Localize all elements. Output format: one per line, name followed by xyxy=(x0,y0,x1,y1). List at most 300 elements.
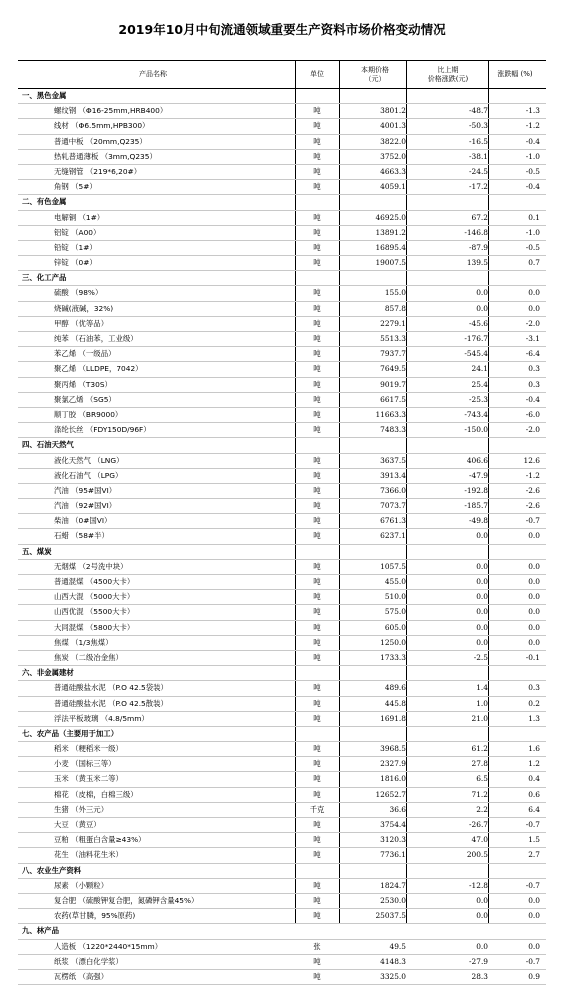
cell-diff: -49.8 xyxy=(469,516,488,526)
cell-pct: -0.4 xyxy=(525,394,540,404)
category-row xyxy=(18,864,546,879)
cell-unit: 吨 xyxy=(313,820,321,829)
table-row xyxy=(18,833,546,848)
cell-pct: 6.4 xyxy=(528,804,540,814)
table-row xyxy=(18,302,546,317)
cell-price: 6237.1 xyxy=(380,531,406,541)
cell-pct: -1.0 xyxy=(525,227,540,237)
cell-diff: -17.2 xyxy=(469,182,488,192)
cell-unit: 吨 xyxy=(313,106,321,116)
cell-name: 八、农业生产资料 xyxy=(22,865,82,875)
cell-unit: 吨 xyxy=(313,182,321,192)
cell-price: 49.5 xyxy=(389,941,406,951)
cell-price: 1824.7 xyxy=(380,880,406,890)
cell-diff: 0.0 xyxy=(476,622,488,632)
cell-pct: 0.0 xyxy=(528,622,540,632)
cell-name: 聚乙烯 （LLDPE，7042） xyxy=(54,364,143,374)
cell-pct: -0.4 xyxy=(525,182,540,192)
cell-diff: -185.7 xyxy=(464,501,488,511)
cell-diff: 0.0 xyxy=(476,895,488,905)
category-row xyxy=(18,924,546,939)
cell-price: 36.6 xyxy=(389,804,406,814)
cell-name: 小麦 （国标三等） xyxy=(54,759,116,769)
cell-diff: -50.3 xyxy=(469,121,488,131)
cell-name: 聚丙烯 （T30S） xyxy=(54,379,112,389)
table-row xyxy=(18,499,546,514)
cell-price: 455.0 xyxy=(384,577,406,586)
cell-unit: 吨 xyxy=(313,258,321,268)
cell-diff: -545.4 xyxy=(464,349,488,359)
cell-name: 锌锭 （0#） xyxy=(54,258,97,268)
cell-price: 1816.0 xyxy=(380,774,406,784)
cell-unit: 吨 xyxy=(313,151,321,161)
cell-diff: -45.6 xyxy=(469,318,488,328)
cell-unit: 吨 xyxy=(313,121,321,131)
table-row xyxy=(18,347,546,362)
category-row xyxy=(18,89,546,104)
cell-diff: 71.2 xyxy=(471,789,488,799)
cell-name: 二、有色金属 xyxy=(22,197,67,207)
cell-diff: 47.0 xyxy=(471,835,488,845)
header-name: 产品名称 xyxy=(139,70,167,78)
cell-pct: -3.1 xyxy=(525,334,540,343)
table-row xyxy=(18,393,546,408)
cell-name: 柴油 （0#国VI） xyxy=(54,516,112,526)
cell-pct: -0.7 xyxy=(525,880,540,890)
cell-pct: 1.2 xyxy=(528,759,540,769)
cell-unit: 吨 xyxy=(313,288,321,298)
cell-name: 复合肥 （硫酸钾复合肥，氮磷钾含量45%） xyxy=(54,895,199,905)
cell-diff: 6.5 xyxy=(476,774,488,784)
cell-name: 铝锭 （A00） xyxy=(54,227,101,237)
cell-name: 普通硅酸盐水泥 （P.O 42.5袋装） xyxy=(54,683,168,693)
cell-diff: 1.0 xyxy=(476,698,488,708)
table-row xyxy=(18,955,546,970)
cell-pct: 0.6 xyxy=(528,789,540,799)
cell-price: 5513.3 xyxy=(380,334,406,343)
cell-unit: 吨 xyxy=(313,136,321,146)
cell-unit: 吨 xyxy=(313,349,321,359)
cell-diff: -27.9 xyxy=(469,956,488,966)
cell-pct: 2.7 xyxy=(528,850,540,860)
cell-price: 2530.0 xyxy=(380,895,406,905)
cell-diff: -146.8 xyxy=(464,227,488,237)
cell-diff: -192.8 xyxy=(464,485,488,495)
table-row xyxy=(18,590,546,605)
cell-unit: 吨 xyxy=(313,212,321,222)
cell-diff: 27.8 xyxy=(471,759,488,769)
cell-pct: 0.0 xyxy=(528,531,540,541)
cell-name: 角钢 （5#） xyxy=(54,182,97,192)
table-row xyxy=(18,605,546,620)
cell-name: 尿素 （小颗粒） xyxy=(54,880,109,890)
cell-price: 7736.1 xyxy=(380,850,406,860)
cell-price: 3752.0 xyxy=(380,151,406,161)
cell-unit: 吨 xyxy=(313,318,321,328)
table-row xyxy=(18,772,546,787)
table-row xyxy=(18,484,546,499)
cell-unit: 吨 xyxy=(313,455,321,465)
cell-price: 3754.4 xyxy=(380,820,406,829)
cell-name: 石蜡 （58#半） xyxy=(54,531,109,541)
cell-diff: -26.7 xyxy=(469,820,488,829)
cell-pct: 0.0 xyxy=(528,577,540,586)
cell-unit: 吨 xyxy=(313,166,321,176)
table-row xyxy=(18,408,546,423)
cell-pct: 0.0 xyxy=(528,637,540,647)
cell-unit: 吨 xyxy=(313,652,321,662)
cell-unit: 吨 xyxy=(313,698,321,708)
cell-pct: 0.7 xyxy=(528,258,540,268)
table-row xyxy=(18,560,546,575)
cell-diff: 2.2 xyxy=(476,804,488,814)
table-row xyxy=(18,180,546,195)
header-price-line1: 本期价格 xyxy=(361,65,389,74)
cell-unit: 吨 xyxy=(313,303,321,313)
cell-price: 13891.2 xyxy=(375,227,406,237)
table-row xyxy=(18,940,546,955)
cell-name: 汽油 （95#国VI） xyxy=(54,485,117,495)
cell-unit: 吨 xyxy=(313,911,321,921)
cell-diff: 21.0 xyxy=(471,713,488,723)
table-row xyxy=(18,879,546,894)
cell-name: 聚氯乙烯 （SG5） xyxy=(54,394,116,404)
cell-pct: -6.4 xyxy=(525,349,540,359)
cell-diff: -16.5 xyxy=(469,136,488,146)
cell-pct: 0.0 xyxy=(528,561,540,571)
cell-unit: 吨 xyxy=(313,592,321,602)
table-row xyxy=(18,697,546,712)
cell-name: 纯苯 （石油苯，工业级） xyxy=(54,334,138,343)
cell-name: 涤纶长丝 （FDY150D/96F） xyxy=(54,425,151,435)
cell-pct: 0.3 xyxy=(528,379,540,389)
cell-pct: -2.0 xyxy=(525,425,540,435)
table-row xyxy=(18,742,546,757)
cell-name: 山西大混 （5000大卡） xyxy=(54,592,135,602)
cell-unit: 吨 xyxy=(313,334,321,343)
cell-diff: 0.0 xyxy=(476,561,488,571)
table-row xyxy=(18,165,546,180)
table-row xyxy=(18,712,546,727)
cell-price: 7937.7 xyxy=(380,349,406,359)
cell-diff: 200.5 xyxy=(466,850,488,860)
table-row xyxy=(18,317,546,332)
table-row xyxy=(18,454,546,469)
cell-pct: 0.0 xyxy=(528,592,540,602)
cell-unit: 吨 xyxy=(313,895,321,905)
cell-price: 1691.8 xyxy=(380,713,406,723)
cell-unit: 吨 xyxy=(313,850,321,860)
cell-price: 3913.4 xyxy=(380,470,406,480)
cell-unit: 吨 xyxy=(313,744,321,754)
table-row xyxy=(18,788,546,803)
cell-name: 铅锭 （1#） xyxy=(54,242,97,252)
cell-pct: 0.3 xyxy=(528,683,540,693)
cell-name: 棉花 （皮棉，白棉三级） xyxy=(54,789,138,799)
cell-unit: 千克 xyxy=(309,804,325,814)
cell-price: 2327.9 xyxy=(380,759,406,769)
cell-price: 7483.3 xyxy=(380,425,406,435)
cell-name: 液化天然气 （LNG） xyxy=(54,455,124,465)
cell-name: 一、黑色金属 xyxy=(22,91,67,100)
cell-pct: -2.6 xyxy=(525,485,540,495)
table-row xyxy=(18,909,546,924)
cell-diff: 24.1 xyxy=(471,364,488,374)
cell-diff: 28.3 xyxy=(471,971,488,981)
cell-name: 纸浆 （漂白化学浆） xyxy=(54,956,123,966)
cell-diff: 67.2 xyxy=(471,212,488,222)
cell-name: 甲醇 （优等品） xyxy=(54,318,109,328)
table-row xyxy=(18,332,546,347)
cell-unit: 张 xyxy=(313,941,321,951)
cell-pct: -0.4 xyxy=(525,136,540,146)
table-row xyxy=(18,241,546,256)
cell-pct: -2.6 xyxy=(525,501,540,511)
cell-unit: 吨 xyxy=(313,485,321,495)
cell-pct: -0.7 xyxy=(525,516,540,526)
cell-unit: 吨 xyxy=(313,470,321,480)
cell-unit: 吨 xyxy=(313,561,321,571)
cell-price: 857.8 xyxy=(384,303,406,313)
table-row xyxy=(18,818,546,833)
header-diff-line2: 价格涨跌(元) xyxy=(427,74,469,83)
cell-price: 2279.1 xyxy=(380,318,406,328)
cell-price: 3968.5 xyxy=(380,744,406,754)
cell-unit: 吨 xyxy=(313,501,321,511)
cell-name: 焦煤 （1/3焦煤） xyxy=(54,637,113,647)
cell-unit: 吨 xyxy=(313,516,321,526)
table-row xyxy=(18,119,546,134)
cell-price: 3637.5 xyxy=(380,455,406,465)
cell-price: 6617.5 xyxy=(380,394,406,404)
cell-price: 4663.3 xyxy=(380,166,406,176)
cell-diff: -743.4 xyxy=(464,409,488,419)
cell-price: 9019.7 xyxy=(380,379,406,389)
cell-name: 六、非金属建材 xyxy=(22,668,74,678)
table-row xyxy=(18,803,546,818)
table-row xyxy=(18,362,546,377)
cell-pct: -1.0 xyxy=(525,151,540,161)
cell-pct: -0.7 xyxy=(525,820,540,829)
category-row xyxy=(18,271,546,286)
category-row xyxy=(18,545,546,560)
cell-diff: 0.0 xyxy=(476,637,488,647)
cell-price: 25037.5 xyxy=(375,911,406,921)
cell-pct: 0.0 xyxy=(528,911,540,921)
cell-unit: 吨 xyxy=(313,607,321,617)
cell-diff: -25.3 xyxy=(469,394,488,404)
cell-price: 1250.0 xyxy=(380,637,406,647)
table-row xyxy=(18,621,546,636)
cell-unit: 吨 xyxy=(313,425,321,435)
cell-price: 3801.2 xyxy=(380,106,406,116)
cell-diff: -38.1 xyxy=(469,151,488,161)
cell-name: 线材 （Φ6.5mm,HPB300） xyxy=(54,121,150,131)
table-row xyxy=(18,529,546,544)
cell-price: 3120.3 xyxy=(380,835,406,845)
cell-diff: -150.0 xyxy=(464,425,488,435)
cell-pct: -0.7 xyxy=(525,956,540,966)
table-row xyxy=(18,970,546,985)
table-row xyxy=(18,681,546,696)
cell-price: 7073.7 xyxy=(380,501,406,511)
table-row xyxy=(18,378,546,393)
header-pct: 涨跌幅 (%) xyxy=(497,70,533,78)
table-row xyxy=(18,514,546,529)
cell-unit: 吨 xyxy=(313,242,321,252)
cell-name: 玉米 （黄玉米二等） xyxy=(54,774,123,784)
header-diff-line1: 比上期 xyxy=(437,65,459,74)
cell-diff: 61.2 xyxy=(471,744,488,754)
cell-name: 稻米 （粳稻米一级） xyxy=(54,744,123,754)
cell-pct: 1.6 xyxy=(528,744,540,754)
cell-name: 无缝钢管 （219*6,20#） xyxy=(54,166,142,176)
cell-price: 7649.5 xyxy=(380,364,406,374)
cell-price: 3325.0 xyxy=(380,971,406,981)
cell-name: 普通混煤 （4500大卡） xyxy=(54,577,135,586)
cell-name: 豆粕 （粗蛋白含量≥43%） xyxy=(54,835,146,845)
cell-price: 3822.0 xyxy=(380,136,406,146)
cell-diff: -47.9 xyxy=(469,470,488,480)
cell-name: 花生 （油料花生米） xyxy=(54,850,123,860)
cell-name: 汽油 （92#国VI） xyxy=(54,501,117,511)
cell-name: 九、林产品 xyxy=(22,926,59,936)
header-unit: 单位 xyxy=(310,70,324,78)
cell-diff: -87.9 xyxy=(469,242,488,252)
cell-pct: -6.0 xyxy=(525,409,540,419)
cell-pct: 0.9 xyxy=(528,971,540,981)
table-row xyxy=(18,423,546,438)
cell-price: 575.0 xyxy=(384,607,406,617)
cell-diff: -24.5 xyxy=(469,166,488,176)
table-row xyxy=(18,894,546,909)
cell-name: 硫酸 （98%） xyxy=(54,288,103,298)
cell-pct: 1.3 xyxy=(528,713,540,723)
cell-unit: 吨 xyxy=(313,683,321,693)
cell-name: 普通硅酸盐水泥 （P.O 42.5散装） xyxy=(54,698,168,708)
cell-name: 七、农产品（主要用于加工） xyxy=(22,728,119,738)
cell-price: 4148.3 xyxy=(380,956,406,966)
cell-name: 液化石油气 （LPG） xyxy=(54,470,123,480)
cell-pct: 0.0 xyxy=(528,288,540,298)
cell-name: 电解铜 （1#） xyxy=(54,212,105,222)
cell-unit: 吨 xyxy=(313,789,321,799)
cell-diff: 0.0 xyxy=(476,577,488,586)
category-row xyxy=(18,195,546,210)
cell-pct: 0.3 xyxy=(528,364,540,374)
cell-unit: 吨 xyxy=(313,774,321,784)
table-row xyxy=(18,651,546,666)
cell-unit: 吨 xyxy=(313,394,321,404)
cell-unit: 吨 xyxy=(313,531,321,541)
cell-diff: 0.0 xyxy=(476,911,488,921)
table-row xyxy=(18,226,546,241)
cell-pct: 1.5 xyxy=(528,835,540,845)
cell-price: 489.6 xyxy=(384,683,406,693)
cell-price: 605.0 xyxy=(384,622,406,632)
cell-diff: -48.7 xyxy=(469,106,488,116)
cell-name: 人造板 （1220*2440*15mm） xyxy=(54,941,163,951)
cell-diff: 0.0 xyxy=(476,607,488,617)
cell-unit: 吨 xyxy=(313,409,321,419)
cell-name: 四、石油天然气 xyxy=(22,440,74,450)
cell-diff: 1.4 xyxy=(476,683,488,693)
cell-pct: 0.0 xyxy=(528,895,540,905)
cell-name: 焦炭 （二级冶金焦） xyxy=(54,652,123,662)
cell-name: 大同混煤 （5800大卡） xyxy=(54,622,135,632)
cell-unit: 吨 xyxy=(313,880,321,890)
cell-unit: 吨 xyxy=(313,577,321,586)
table-body xyxy=(18,89,546,985)
cell-name: 农药(草甘膦，95%原药) xyxy=(54,911,136,921)
cell-unit: 吨 xyxy=(313,713,321,723)
header-price xyxy=(350,61,400,88)
cell-unit: 吨 xyxy=(313,637,321,647)
category-row xyxy=(18,438,546,453)
cell-unit: 吨 xyxy=(313,971,321,981)
cell-name: 大豆 （黄豆） xyxy=(54,820,101,829)
cell-price: 4001.3 xyxy=(380,121,406,131)
price-table xyxy=(18,60,546,985)
cell-diff: 0.0 xyxy=(476,303,488,313)
cell-price: 46925.0 xyxy=(375,212,406,222)
cell-name: 螺纹钢 （Φ16-25mm,HRB400） xyxy=(54,106,168,116)
cell-unit: 吨 xyxy=(313,227,321,237)
header-diff xyxy=(418,61,478,88)
cell-diff: 406.6 xyxy=(466,455,488,465)
cell-pct: -0.1 xyxy=(525,652,540,662)
cell-pct: 0.0 xyxy=(528,607,540,617)
cell-price: 510.0 xyxy=(384,592,406,602)
cell-name: 烧碱(液碱，32%) xyxy=(54,303,114,313)
table-row xyxy=(18,575,546,590)
cell-pct: 12.6 xyxy=(523,455,540,465)
cell-pct: 0.0 xyxy=(528,941,540,951)
cell-name: 三、化工产品 xyxy=(22,273,67,283)
table-row xyxy=(18,636,546,651)
cell-price: 19007.5 xyxy=(375,258,406,268)
cell-price: 6761.3 xyxy=(380,516,406,526)
table-row xyxy=(18,286,546,301)
cell-pct: -1.2 xyxy=(525,121,540,131)
cell-pct: -2.0 xyxy=(525,318,540,328)
cell-diff: -2.5 xyxy=(473,652,488,662)
cell-name: 浮法平板玻璃 （4.8/5mm） xyxy=(54,713,149,723)
cell-unit: 吨 xyxy=(313,379,321,389)
table-row xyxy=(18,211,546,226)
cell-diff: 0.0 xyxy=(476,941,488,951)
cell-price: 445.8 xyxy=(384,698,406,708)
table-row xyxy=(18,256,546,271)
cell-unit: 吨 xyxy=(313,759,321,769)
cell-pct: -1.2 xyxy=(525,470,540,480)
table-row xyxy=(18,150,546,165)
cell-pct: 0.1 xyxy=(528,212,540,222)
table-row xyxy=(18,469,546,484)
cell-name: 普通中板 （20mm,Q235） xyxy=(54,136,147,146)
cell-price: 1057.5 xyxy=(380,561,406,571)
table-header xyxy=(18,61,546,89)
page-title: 2019年10月中旬流通领域重要生产资料市场价格变动情况 xyxy=(118,22,446,37)
cell-price: 12652.7 xyxy=(375,789,406,799)
header-price-line2: （元） xyxy=(364,74,386,83)
cell-price: 155.0 xyxy=(384,288,406,298)
cell-name: 顺丁胶 （BR9000） xyxy=(54,409,123,419)
cell-pct: -0.5 xyxy=(525,166,540,176)
table-row xyxy=(18,135,546,150)
cell-name: 生猪 （外三元） xyxy=(54,804,109,814)
cell-name: 瓦楞纸 （高强） xyxy=(54,971,109,981)
